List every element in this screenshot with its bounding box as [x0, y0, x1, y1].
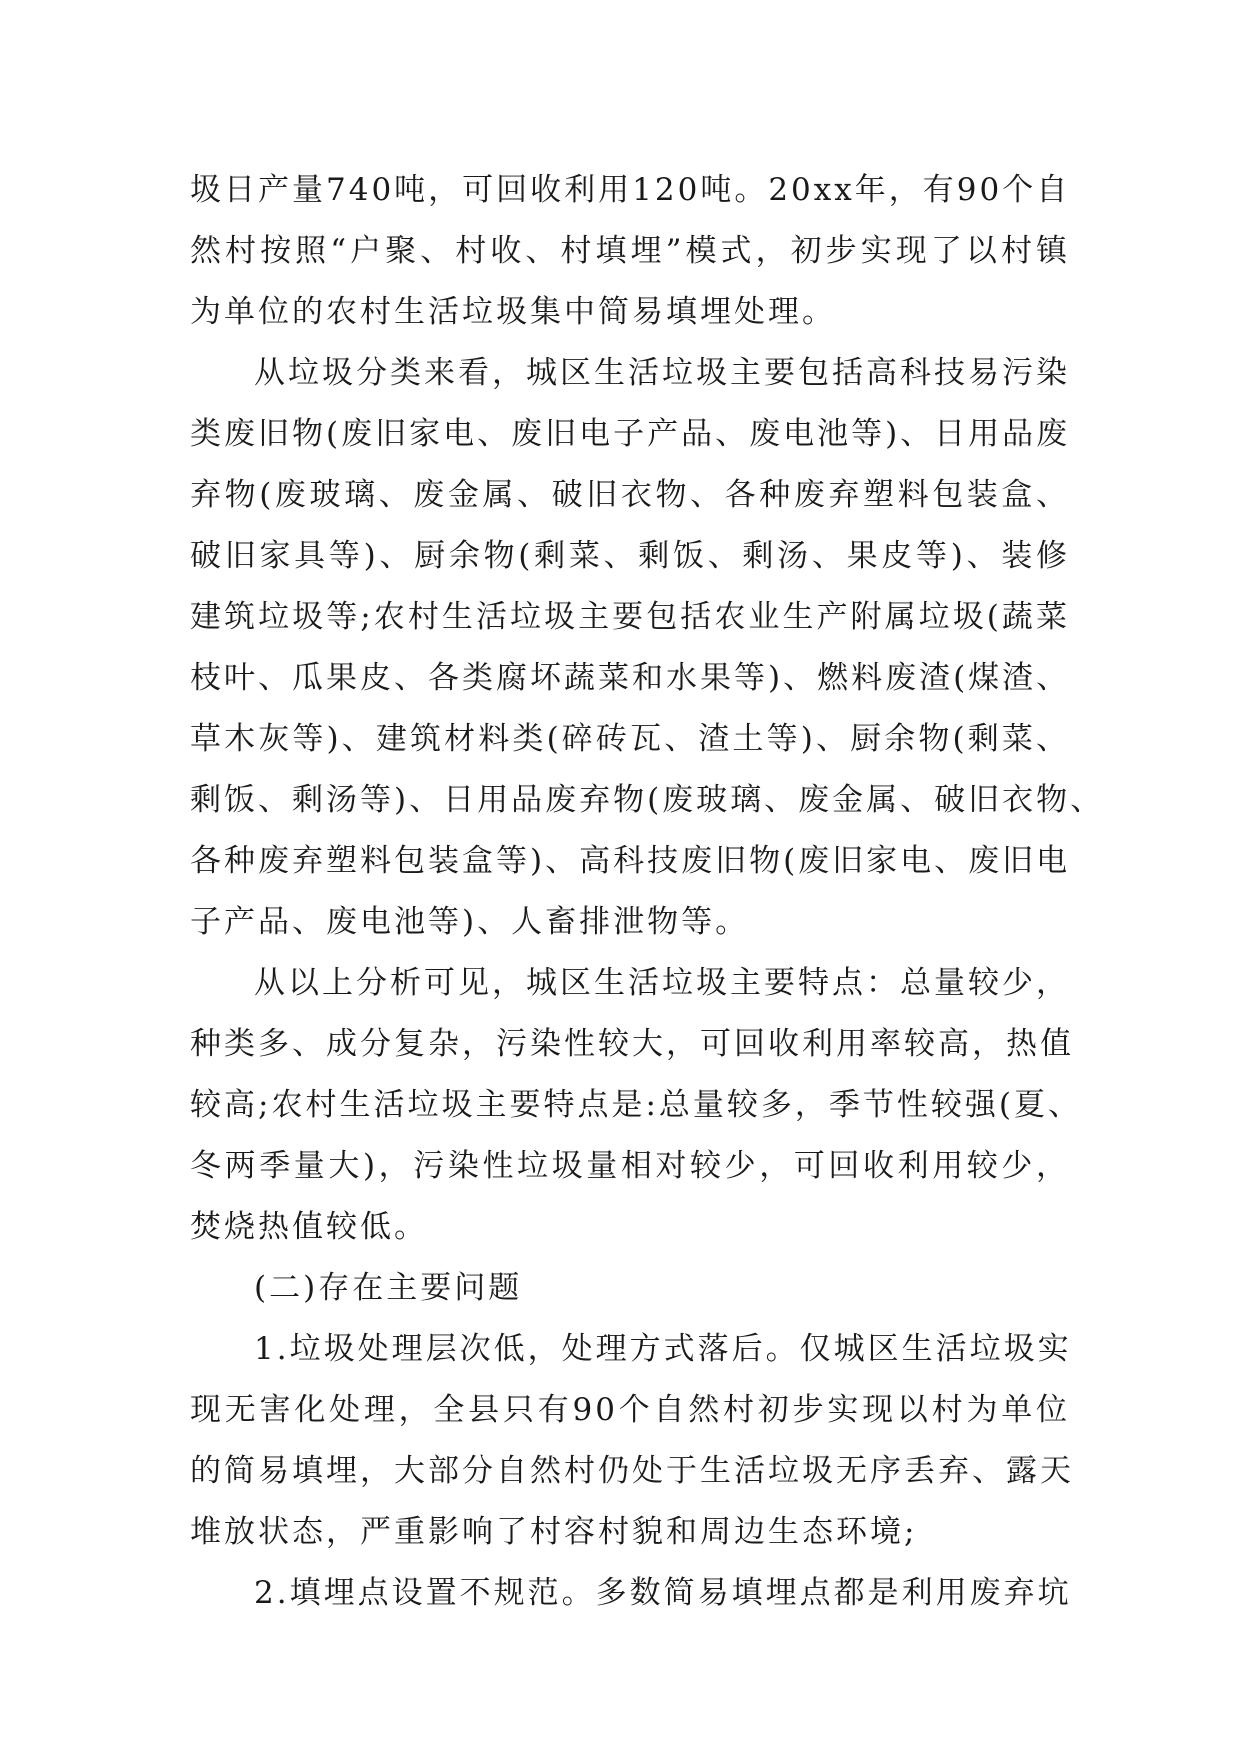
paragraph-2 [190, 343, 1105, 953]
paragraph-2-line-8: 剩饭、剩汤等)、日用品废弃物(废玻璃、废金属、破旧衣物、 [190, 782, 1105, 818]
paragraph-2-line-2: 类废旧物(废旧家电、废旧电子产品、废电池等)、日用品废 [190, 416, 1071, 452]
paragraph-2-line-5: 建筑垃圾等;农村生活垃圾主要包括农业生产附属垃圾(蔬菜 [190, 599, 1070, 635]
paragraph-3-line-2: 种类多、成分复杂，污染性较大，可回收利用率较高，热值 [190, 1026, 1074, 1062]
paragraph-5 [190, 1319, 1074, 1563]
paragraph-3-line-3: 较高;农村生活垃圾主要特点是:总量较多，季节性较强(夏、 [190, 1087, 1082, 1123]
paragraph-2-line-7: 草木灰等)、建筑材料类(碎砖瓦、渣土等)、厨余物(剩菜、 [190, 721, 1070, 757]
paragraph-5-line-4: 堆放状态，严重影响了村容村貌和周边生态环境; [190, 1514, 918, 1550]
document-body [190, 160, 1105, 1624]
paragraph-5-line-3: 的简易填埋，大部分自然村仍处于生活垃圾无序丢弃、露天 [190, 1453, 1074, 1489]
paragraph-2-line-4: 破旧家具等)、厨余物(剩菜、剩饭、剩汤、果皮等)、装修 [190, 538, 1070, 574]
paragraph-5-line-2: 现无害化处理，全县只有90个自然村初步实现以村为单位 [190, 1392, 1070, 1428]
paragraph-2-line-10: 子产品、废电池等)、人畜排泄物等。 [190, 904, 750, 940]
paragraph-1 [190, 160, 1070, 343]
paragraph-6 [190, 1563, 1070, 1624]
paragraph-6-line-1: 2.填埋点设置不规范。多数简易填埋点都是利用废弃坑 [254, 1575, 1072, 1611]
paragraph-5-line-1: 1.垃圾处理层次低，处理方式落后。仅城区生活垃圾实 [254, 1331, 1072, 1367]
paragraph-2-line-6: 枝叶、瓜果皮、各类腐坏蔬菜和水果等)、燃料废渣(煤渣、 [190, 660, 1071, 696]
paragraph-3-line-1: 从以上分析可见，城区生活垃圾主要特点：总量较少， [254, 965, 1070, 1001]
paragraph-4-line-1: (二)存在主要问题 [254, 1270, 523, 1306]
paragraph-3-line-4: 冬两季量大)，污染性垃圾量相对较少，可回收利用较少， [190, 1148, 1070, 1184]
paragraph-3 [190, 953, 1082, 1258]
paragraph-3-line-5: 焚烧热值较低。 [190, 1209, 428, 1245]
paragraph-1-line-1: 圾日产量740吨，可回收利用120吨。20xx年，有90个自 [190, 172, 1071, 208]
paragraph-2-line-1: 从垃圾分类来看，城区生活垃圾主要包括高科技易污染 [254, 355, 1070, 391]
paragraph-2-line-9: 各种废弃塑料包装盒等)、高科技废旧物(废旧家电、废旧电 [190, 843, 1071, 879]
paragraph-1-line-3: 为单位的农村生活垃圾集中简易填埋处理。 [190, 294, 836, 330]
paragraph-1-line-2: 然村按照“户聚、村收、村填埋”模式，初步实现了以村镇 [190, 233, 1070, 269]
paragraph-4 [190, 1258, 1070, 1319]
paragraph-2-line-3: 弃物(废玻璃、废金属、破旧衣物、各种废弃塑料包装盒、 [190, 477, 1070, 513]
